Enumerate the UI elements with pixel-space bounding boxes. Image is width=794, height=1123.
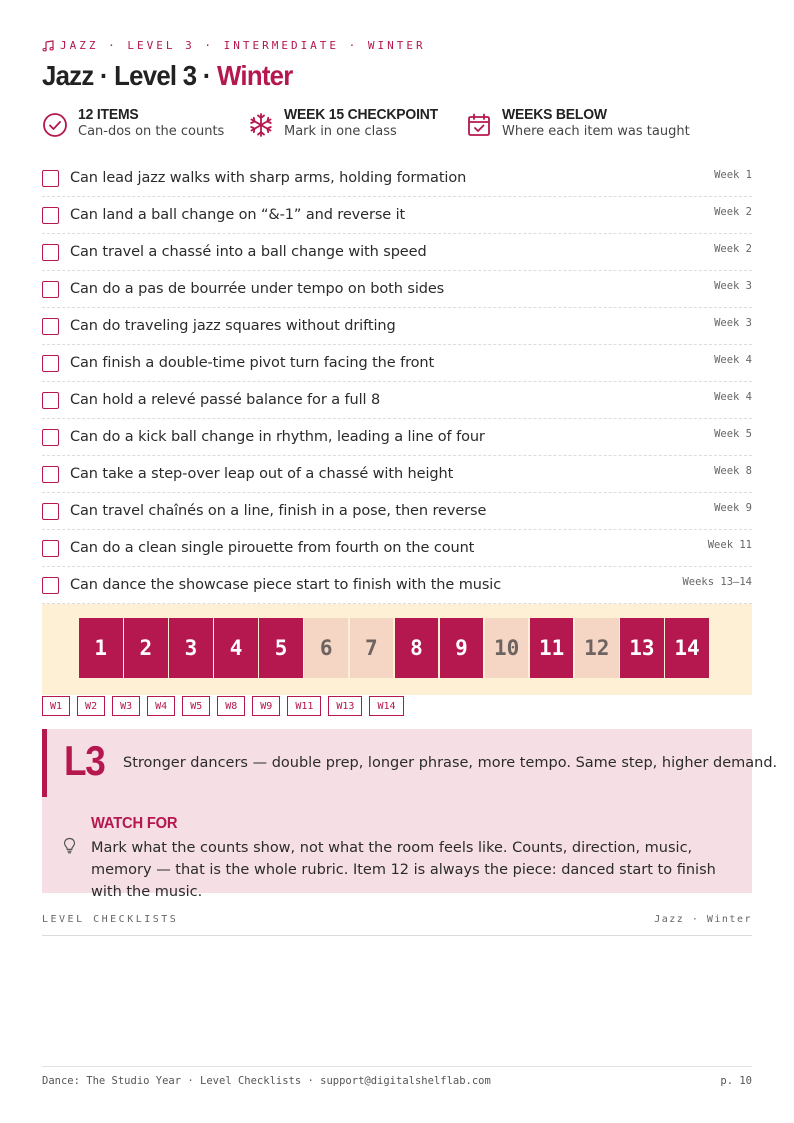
week-strip xyxy=(79,618,709,678)
item-week: Week 4 xyxy=(714,391,752,403)
section-footer-right: Jazz · Winter xyxy=(654,914,752,925)
item-label: Can travel a chassé into a ball change with speed xyxy=(70,244,427,260)
item-label: Can lead jazz walks with sharp arms, holding formation xyxy=(70,170,467,186)
item-label: Can finish a double-time pivot turn facing the front xyxy=(70,355,435,371)
item-week: Week 11 xyxy=(707,539,752,551)
week-cell: 1 xyxy=(79,618,123,678)
item-week: Week 3 xyxy=(714,317,752,329)
level-note xyxy=(42,729,778,900)
stats-row xyxy=(42,106,752,146)
week-chip: W8 xyxy=(217,696,245,716)
stat-heading: WEEK 15 CHECKPOINT xyxy=(284,106,439,123)
snowflake-icon xyxy=(248,112,274,138)
week-cell: 9 xyxy=(440,618,484,678)
checklist-item xyxy=(42,382,752,419)
page-footer xyxy=(42,1066,752,1096)
checkbox[interactable] xyxy=(42,244,59,261)
stat-weeks xyxy=(466,106,690,139)
checkbox[interactable] xyxy=(42,355,59,372)
stat-checkpoint xyxy=(248,106,450,139)
week-cell: 6 xyxy=(304,618,348,678)
page-footer-left: Dance: The Studio Year · Level Checklists · support@digitalshelflab.com xyxy=(42,1075,491,1087)
checkbox[interactable] xyxy=(42,429,59,446)
checklist xyxy=(42,160,752,604)
checklist-item xyxy=(42,308,752,345)
page-number: p. 10 xyxy=(720,1075,752,1087)
item-week: Week 3 xyxy=(714,280,752,292)
kicker-text: JAZZ · LEVEL 3 · INTERMEDIATE · WINTER xyxy=(60,39,426,52)
item-label: Can dance the showcase piece start to finish with the music xyxy=(70,577,502,593)
checkbox[interactable] xyxy=(42,540,59,557)
item-week: Week 8 xyxy=(714,465,752,477)
section-footer xyxy=(42,912,752,936)
item-week: Weeks 13–14 xyxy=(682,576,752,588)
checklist-item xyxy=(42,197,752,234)
week-chip: W11 xyxy=(287,696,321,716)
week-cell: 2 xyxy=(124,618,168,678)
checklist-item xyxy=(42,345,752,382)
checklist-page xyxy=(42,0,778,1123)
item-label: Can do traveling jazz squares without drifting xyxy=(70,318,396,334)
checklist-item xyxy=(42,234,752,271)
item-label: Can do a kick ball change in rhythm, leading a line of four xyxy=(70,429,485,445)
item-week: Week 4 xyxy=(714,354,752,366)
week-cell: 13 xyxy=(620,618,664,678)
week-cell: 4 xyxy=(214,618,258,678)
item-label: Can land a ball change on “&-1” and reverse it xyxy=(70,207,406,223)
week-strip-band xyxy=(42,604,752,695)
week-cell: 5 xyxy=(259,618,303,678)
kicker xyxy=(42,39,426,52)
item-label: Can travel chaînés on a line, finish in a pose, then reverse xyxy=(70,503,487,519)
stat-heading: WEEKS BELOW xyxy=(502,106,607,123)
checkbox[interactable] xyxy=(42,392,59,409)
item-week: Week 1 xyxy=(714,169,752,181)
item-week: Week 9 xyxy=(714,502,752,514)
checkbox[interactable] xyxy=(42,170,59,187)
week-chip: W5 xyxy=(182,696,210,716)
note-lead: Stronger dancers — double prep, longer phrase, more tempo. Same step, higher demand. xyxy=(123,755,778,771)
week-cell: 12 xyxy=(575,618,619,678)
week-chip: W3 xyxy=(112,696,140,716)
calendar-check-icon xyxy=(466,112,492,138)
checklist-item xyxy=(42,271,752,308)
item-label: Can do a clean single pirouette from fourth on the count xyxy=(70,540,475,556)
checklist-item xyxy=(42,530,752,567)
watch-for-heading: WATCH FOR xyxy=(91,815,178,832)
item-label: Can take a step-over leap out of a chassé with height xyxy=(70,466,454,482)
week-cell: 3 xyxy=(169,618,213,678)
week-cell: 14 xyxy=(665,618,709,678)
checkbox[interactable] xyxy=(42,466,59,483)
item-week: Week 5 xyxy=(714,428,752,440)
check-circle-icon xyxy=(42,112,68,138)
checkbox[interactable] xyxy=(42,318,59,335)
checkbox[interactable] xyxy=(42,577,59,594)
week-chip: W4 xyxy=(147,696,175,716)
stat-sub: Can-dos on the counts xyxy=(78,124,225,139)
stat-heading: 12 ITEMS xyxy=(78,106,139,123)
note-accent-bar xyxy=(42,729,47,797)
page-title xyxy=(42,60,293,92)
week-chip: W2 xyxy=(77,696,105,716)
week-chip: W9 xyxy=(252,696,280,716)
lightbulb-icon xyxy=(62,837,77,854)
item-label: Can do a pas de bourrée under tempo on both sides xyxy=(70,281,445,297)
week-cell: 11 xyxy=(530,618,574,678)
checkbox[interactable] xyxy=(42,207,59,224)
checkbox[interactable] xyxy=(42,281,59,298)
section-footer-left: LEVEL CHECKLISTS xyxy=(42,914,179,925)
checklist-item xyxy=(42,456,752,493)
item-label: Can hold a relevé passé balance for a full 8 xyxy=(70,392,381,408)
level-mark: L3 xyxy=(64,737,105,784)
checklist-item xyxy=(42,419,752,456)
checklist-item xyxy=(42,160,752,197)
stat-sub: Where each item was taught xyxy=(502,124,690,139)
week-cell: 8 xyxy=(395,618,439,678)
title-accent: Winter xyxy=(217,60,293,91)
week-cell: 7 xyxy=(350,618,394,678)
checkbox[interactable] xyxy=(42,503,59,520)
week-chip: W13 xyxy=(328,696,362,716)
week-chip: W1 xyxy=(42,696,70,716)
title-main: Jazz · Level 3 · xyxy=(42,60,218,91)
stat-sub: Mark in one class xyxy=(284,124,397,139)
item-week: Week 2 xyxy=(714,243,752,255)
checklist-item xyxy=(42,567,752,604)
week-chip: W14 xyxy=(369,696,403,716)
item-week: Week 2 xyxy=(714,206,752,218)
week-chips xyxy=(42,696,404,716)
stat-items xyxy=(42,106,224,139)
watch-for-body: Mark what the counts show, not what the room feels like. Counts, direction, music, memory — that is the whole rubric. Item 12 is always the piece: danced start to finish with the music. xyxy=(91,840,716,900)
week-cell: 10 xyxy=(485,618,529,678)
music-note-icon xyxy=(42,40,54,52)
checklist-item xyxy=(42,493,752,530)
